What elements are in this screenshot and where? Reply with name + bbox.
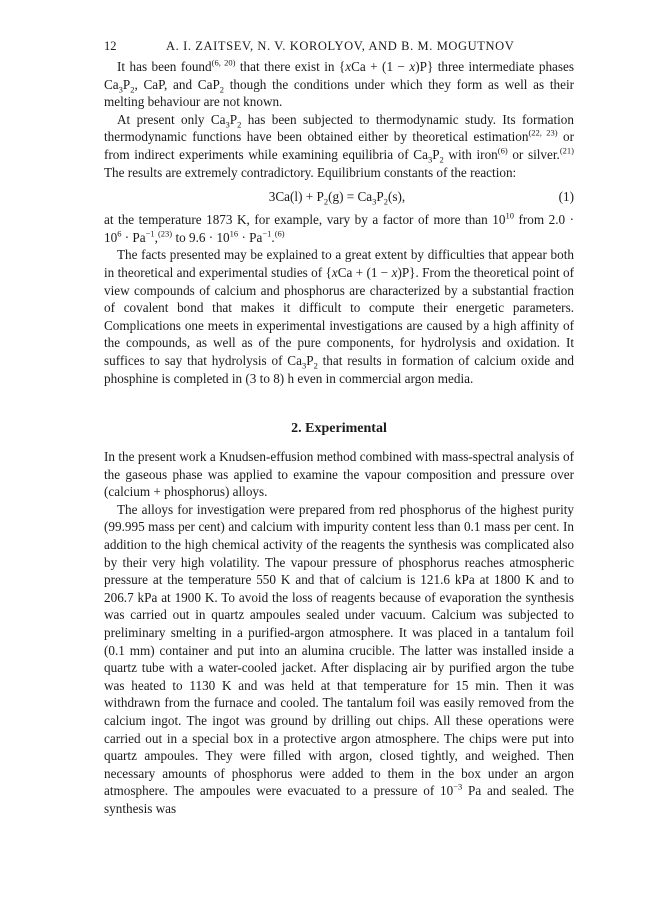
paragraph-equilibrium-constants: at the temperature 1873 K, for example, vary by a factor of more than $10^{10}$ from $2.0 \cdot 10^6 \cdot Pa^{-1},^{(23)}$ to $9.6 \cdot 10^{16} \cdot Pa^{-1}.^{(6)}$ bbox=[104, 210, 574, 245]
running-head: A. I. ZAITSEV, N. V. KOROLYOV, AND B. M. MOGUTNOV bbox=[166, 39, 515, 53]
equation-formula: $3Ca(l) + P_2(g) = Ca_3P_2(s)$, bbox=[268, 189, 406, 207]
citation: (22, 23) bbox=[528, 127, 558, 138]
paragraph-alloy-preparation: The alloys for investigation were prepared from red phosphorus of the highest purity (99.995 mass per cent) and calcium with impurity content less than 0.1 mass per cent. In addition to the high chemical activity of the reagents the synthesis was complicated also by their very high volatility. The vapour pressure of phosphorus reaches atmospheric pressure at the temperature 550 K and that of calcium is 121.6 kPa at 1800 K and to 206.7 kPa at 1900 K. To avoid the loss of reagents because of evaporation the synthesis was carried out in quartz ampoules sealed under vacuum. Calcium was subjected to preliminary smelting in a purified-argon atmosphere. It was placed in a tantalum foil (0.1 mm) container and put into an alumina crucible. The latter was installed inside a quartz tube with a water-cooled jacket. After displacing air by purified argon the tube was heated to 1130 K and was held at that temperature for 15 min. Then it was withdrawn from the furnace and cooled. The tantalum foil was easily removed from the calcium ingot. The ingot was ground by drilling out chips. All these operations were carried out in a special box in a protective argon atmosphere. The chips were put into quartz ampoules. They were filled with argon, closed tightly, and weighed. Then necessary amounts of phosphorus were added to them in the box under an argon atmosphere. The ampoules were evacuated to a pressure of $10^{-3}$ Pa and sealed. The synthesis was bbox=[104, 501, 574, 816]
page-header bbox=[104, 38, 574, 56]
page-number: 12 bbox=[104, 39, 117, 53]
citation: (21) bbox=[559, 145, 574, 156]
citation: (23) bbox=[157, 228, 173, 239]
paragraph-intermediate-phases: It has been found$^{(6, 20)}$ that there exist in {xCa + (1 − x)P} three intermediate phases $Ca_3P_2$, CaP, and CaP$_2$ though the conditions under which they form as well as their melting behaviour are not known. bbox=[104, 57, 575, 110]
citation: (6) bbox=[497, 145, 508, 156]
citation: (6, 20) bbox=[211, 57, 236, 68]
equation-number: (1) bbox=[558, 189, 574, 205]
paragraph-method: In the present work a Knudsen-effusion method combined with mass-spectral analysis of the gaseous phase was applied to examine the vapour composition and pressure over (calcium + phosphorus) alloys. bbox=[104, 449, 574, 500]
citation: (6) bbox=[274, 228, 285, 239]
article-body bbox=[104, 58, 574, 818]
section-heading: 2. Experimental bbox=[291, 421, 387, 437]
paragraph-difficulties: The facts presented may be explained to a great extent by difficulties that appear both in theoretical and experimental studies of {xCa + (1 − x)P}. From the theoretical point of view compounds of calcium and phosphorus are characterized by a substantial fraction of covalent bond that makes it difficult to compute their energetic parameters. Complications one meets in experimental investigations are caused by a high affinity of the compounds, as well as of the pure components, for hydrolysis and oxidation. It suffices to say that hydrolysis of $Ca_3P_2$ that results in formation of calcium oxide and phosphine is completed in (3 to 8) h even in commercial argon media. bbox=[104, 247, 574, 386]
equation-1 bbox=[104, 185, 574, 209]
paragraph-thermodynamic-study: At present only $Ca_3P_2$ has been subjected to thermodynamic study. Its formation thermodynamic functions have been obtained either by theoretical estimation$^{(22, 23)}$ or from indirect experiments while examining equilibria of $Ca_3P_2$ with iron$^{(6)}$ or silver.$^{(21)}$ The results are extremely contradictory. Equilibrium constants of the reaction: bbox=[104, 111, 574, 180]
